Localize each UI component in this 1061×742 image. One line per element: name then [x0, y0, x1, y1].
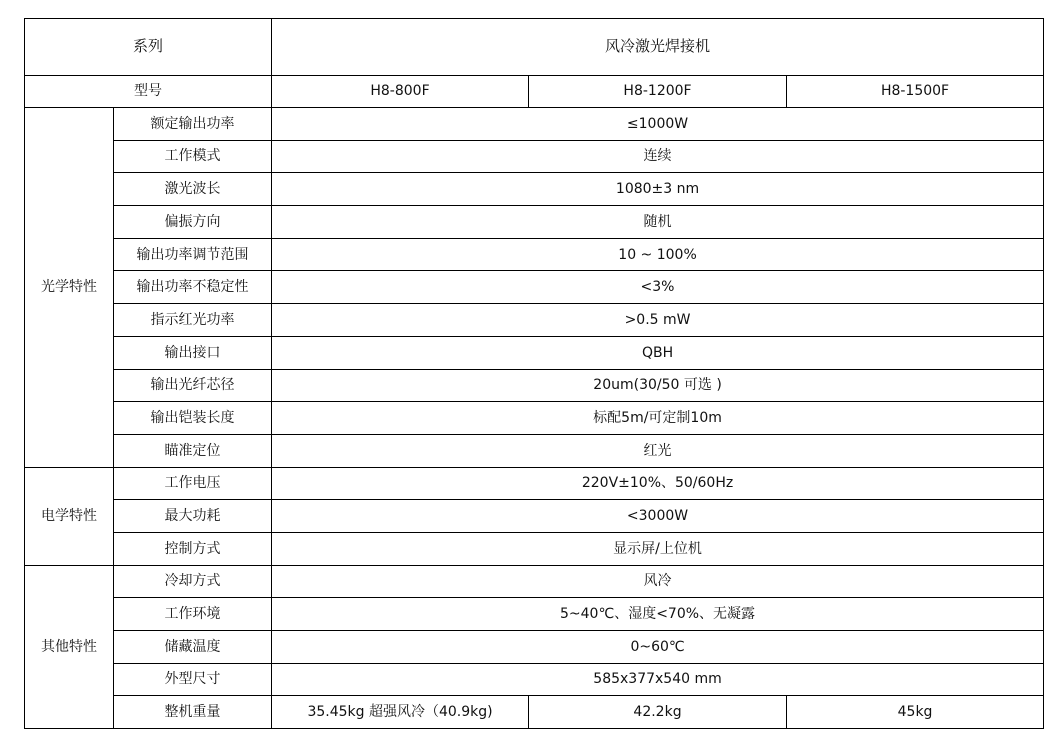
param-name: 输出光纤芯径 — [114, 369, 272, 402]
param-value: >0.5 mW — [272, 304, 1044, 337]
param-value: 20um(30/50 可选 ) — [272, 369, 1044, 402]
spec-row — [25, 500, 1044, 533]
param-value: 标配5m/可定制10m — [272, 402, 1044, 435]
param-name: 输出接口 — [114, 336, 272, 369]
series-label: 系列 — [25, 19, 272, 76]
model-cell: H8-1500F — [787, 76, 1044, 108]
series-value: 风冷激光焊接机 — [272, 19, 1044, 76]
param-name: 储藏温度 — [114, 631, 272, 664]
param-value: 红光 — [272, 434, 1044, 467]
spec-row — [25, 271, 1044, 304]
param-name: 工作模式 — [114, 140, 272, 173]
group-label: 电学特性 — [25, 467, 114, 565]
spec-row — [25, 565, 1044, 598]
param-value: 10 ~ 100% — [272, 238, 1044, 271]
param-name: 控制方式 — [114, 532, 272, 565]
param-value: 42.2kg — [529, 696, 787, 729]
param-value: ≤1000W — [272, 108, 1044, 141]
param-value: 显示屏/上位机 — [272, 532, 1044, 565]
spec-row — [25, 369, 1044, 402]
param-value: 585x377x540 mm — [272, 663, 1044, 696]
spec-row — [25, 467, 1044, 500]
spec-row — [25, 304, 1044, 337]
spec-row — [25, 434, 1044, 467]
param-value: <3% — [272, 271, 1044, 304]
param-name: 激光波长 — [114, 173, 272, 206]
param-name: 冷却方式 — [114, 565, 272, 598]
param-name: 输出功率不稳定性 — [114, 271, 272, 304]
spec-row — [25, 663, 1044, 696]
model-cell: H8-1200F — [529, 76, 787, 108]
param-value: QBH — [272, 336, 1044, 369]
spec-row — [25, 532, 1044, 565]
param-value: 35.45kg 超强风冷（40.9kg) — [272, 696, 529, 729]
param-name: 整机重量 — [114, 696, 272, 729]
spec-row — [25, 402, 1044, 435]
param-value: 1080±3 nm — [272, 173, 1044, 206]
param-name: 工作环境 — [114, 598, 272, 631]
param-name: 最大功耗 — [114, 500, 272, 533]
spec-row — [25, 696, 1044, 729]
param-value: <3000W — [272, 500, 1044, 533]
param-name: 外型尺寸 — [114, 663, 272, 696]
param-name: 额定输出功率 — [114, 108, 272, 141]
param-name: 输出功率调节范围 — [114, 238, 272, 271]
spec-row — [25, 173, 1044, 206]
param-value: 45kg — [787, 696, 1044, 729]
param-name: 偏振方向 — [114, 206, 272, 239]
group-label: 其他特性 — [25, 565, 114, 728]
spec-row — [25, 140, 1044, 173]
group-label: 光学特性 — [25, 108, 114, 468]
spec-row — [25, 631, 1044, 664]
model-cell: H8-800F — [272, 76, 529, 108]
param-value: 220V±10%、50/60Hz — [272, 467, 1044, 500]
spec-row — [25, 206, 1044, 239]
param-value: 风冷 — [272, 565, 1044, 598]
model-row — [25, 76, 1044, 108]
spec-row — [25, 598, 1044, 631]
param-value: 5~40℃、湿度<70%、无凝露 — [272, 598, 1044, 631]
param-name: 指示红光功率 — [114, 304, 272, 337]
spec-row — [25, 238, 1044, 271]
param-value: 连续 — [272, 140, 1044, 173]
spec-table — [24, 18, 1044, 729]
spec-row — [25, 336, 1044, 369]
spec-row — [25, 108, 1044, 141]
series-row — [25, 19, 1044, 76]
param-value: 0~60℃ — [272, 631, 1044, 664]
param-name: 输出铠装长度 — [114, 402, 272, 435]
param-value: 随机 — [272, 206, 1044, 239]
param-name: 工作电压 — [114, 467, 272, 500]
model-label: 型号 — [25, 76, 272, 108]
param-name: 瞄准定位 — [114, 434, 272, 467]
